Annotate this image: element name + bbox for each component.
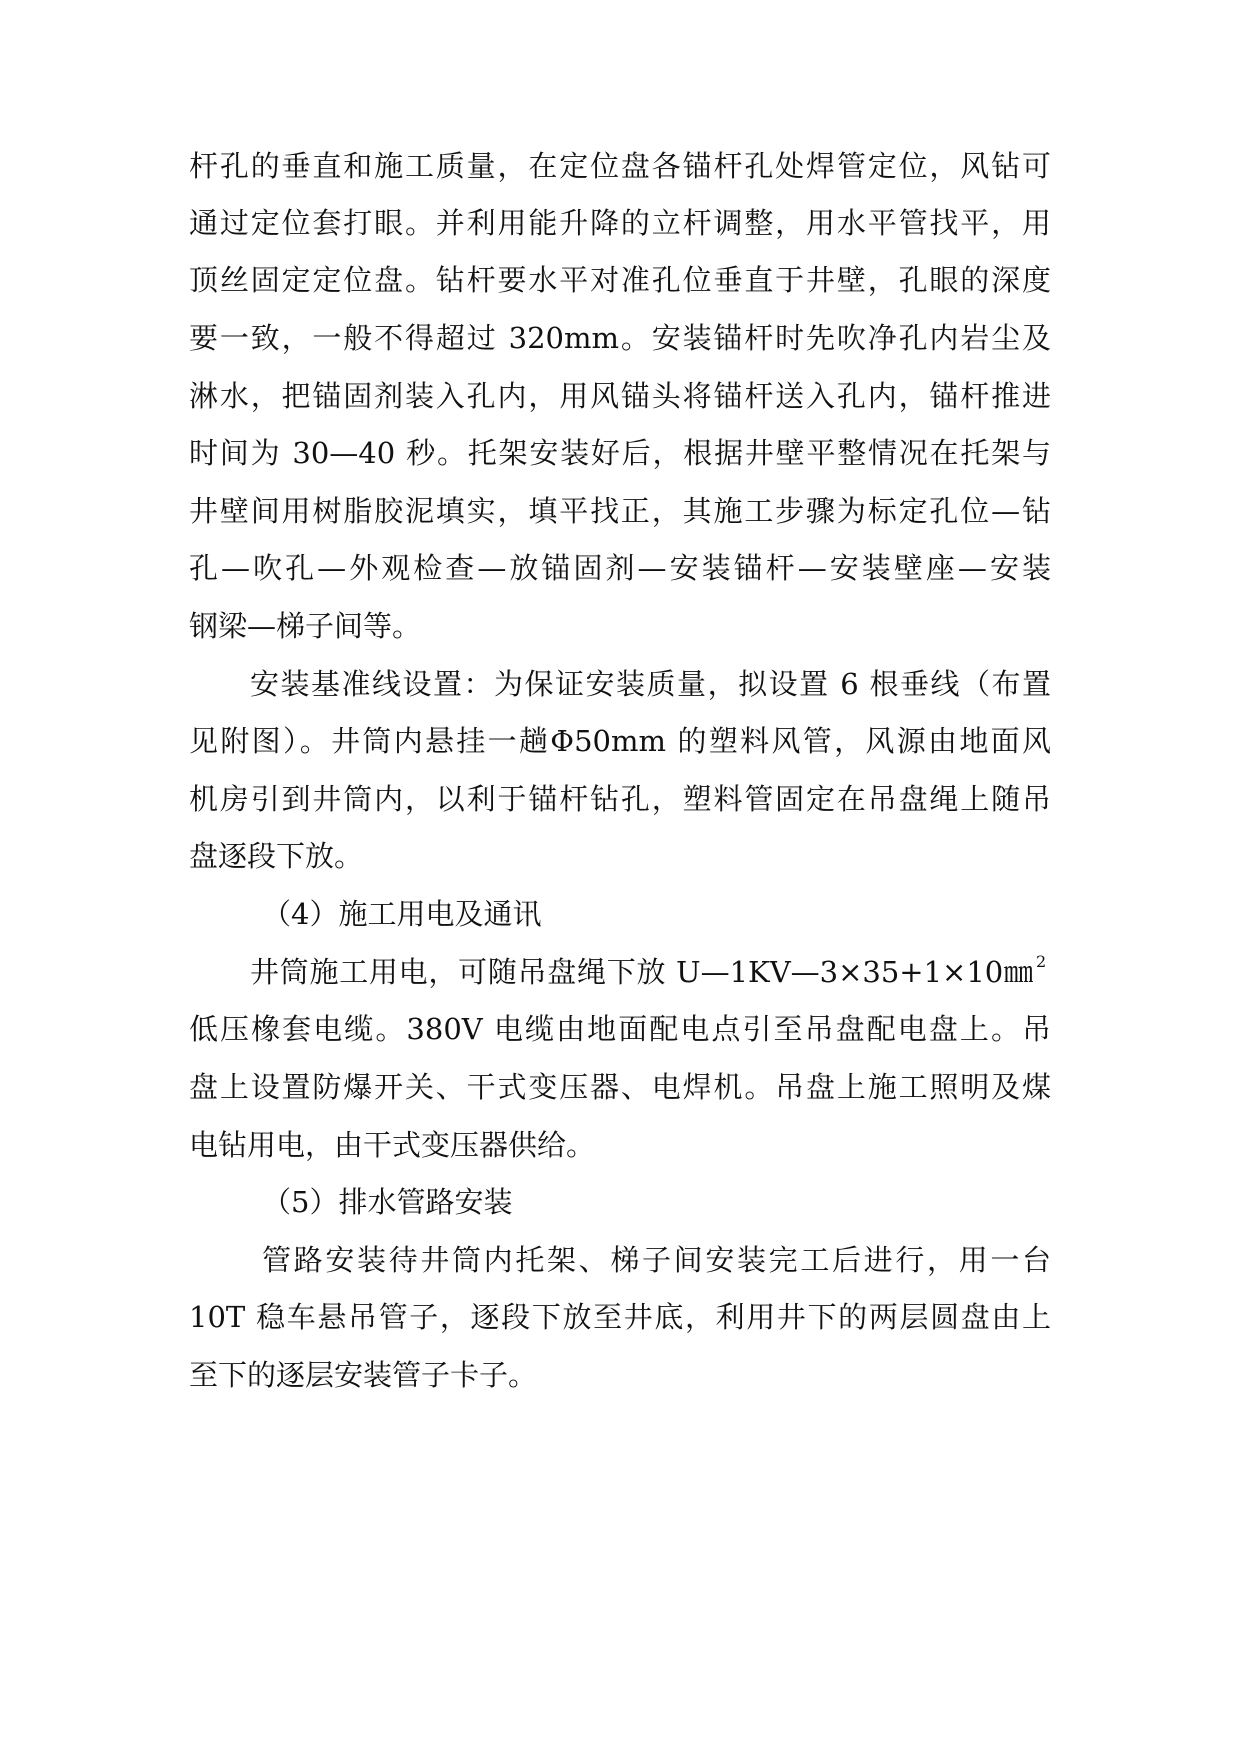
paragraph-1-line-4: 要一致，一般不得超过 320mm。安装锚杆时先吹净孔内岩尘及	[189, 321, 1051, 355]
paragraph-1-line-9: 钢梁—梯子间等。	[189, 609, 422, 643]
paragraph-2-line-3: 机房引到井筒内，以利于锚杆钻孔，塑料管固定在吊盘绳上随吊	[189, 782, 1051, 816]
unit-superscript: 2	[1036, 952, 1047, 971]
paragraph-3-line-3: 盘上设置防爆开关、干式变压器、电焊机。吊盘上施工照明及煤	[189, 1070, 1051, 1104]
paragraph-1-line-2: 通过定位套打眼。并利用能升降的立杆调整，用水平管找平，用	[189, 206, 1051, 240]
paragraph-3-line-4: 电钻用电，由干式变压器供给。	[189, 1128, 596, 1162]
paragraph-1-line-3: 顶丝固定定位盘。钻杆要水平对准孔位垂直于井壁，孔眼的深度	[189, 263, 1051, 297]
paragraph-4-line-3: 至下的逐层安装管子卡子。	[189, 1358, 538, 1392]
section-heading-4: （4）施工用电及通讯	[262, 897, 542, 931]
paragraph-4-line-1: 管路安装待井筒内托架、梯子间安装完工后进行，用一台	[262, 1243, 1051, 1277]
paragraph-1-line-5: 淋水，把锚固剂装入孔内，用风锚头将锚杆送入孔内，锚杆推进	[189, 379, 1051, 413]
paragraph-1-line-8: 孔—吹孔—外观检查—放锚固剂—安装锚杆—安装壁座—安装	[189, 551, 1051, 585]
paragraph-1-line-7: 井壁间用树脂胶泥填实，填平找正，其施工步骤为标定孔位—钻	[189, 494, 1051, 528]
paragraph-3-line-2: 低压橡套电缆。380V 电缆由地面配电点引至吊盘配电盘上。吊	[189, 1012, 1051, 1046]
paragraph-3-line-1: 井筒施工用电，可随吊盘绳下放 U—1KV—3×35+1×10㎜	[250, 955, 1033, 989]
paragraph-2-line-4: 盘逐段下放。	[189, 839, 364, 873]
paragraph-1-line-6: 时间为 30—40 秒。托架安装好后，根据井壁平整情况在托架与	[189, 436, 1051, 470]
paragraph-1-line-1: 杆孔的垂直和施工质量，在定位盘各锚杆孔处焊管定位，风钻可	[189, 149, 1051, 183]
paragraph-2-line-1: 安装基准线设置：为保证安装质量，拟设置 6 根垂线（布置	[250, 667, 1051, 701]
paragraph-4-line-2: 10T 稳车悬吊管子，逐段下放至井底，利用井下的两层圆盘由上	[189, 1300, 1051, 1334]
section-heading-5: （5）排水管路安装	[262, 1185, 513, 1219]
paragraph-2-line-2: 见附图）。井筒内悬挂一趟Φ50mm 的塑料风管，风源由地面风	[189, 724, 1051, 758]
